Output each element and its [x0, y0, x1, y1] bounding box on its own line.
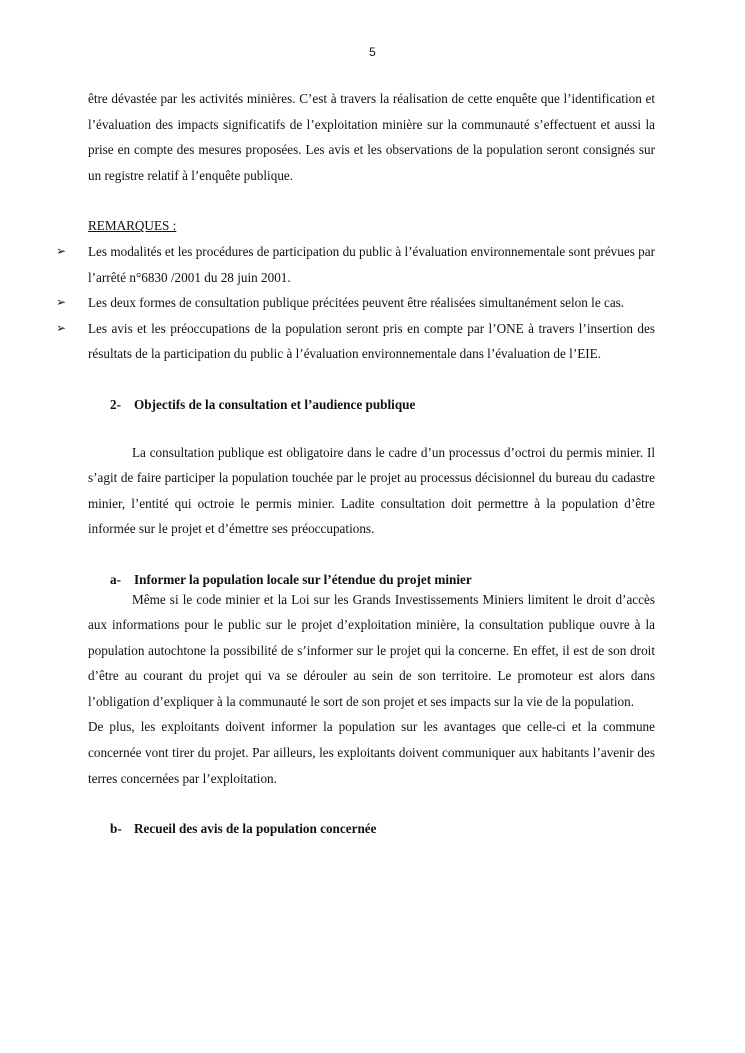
remarque-item	[56, 290, 655, 316]
remarques-title: REMARQUES :	[88, 218, 177, 234]
section-title: Informer la population locale sur l’étendue du projet minier	[134, 571, 472, 587]
section-number: 2-	[110, 396, 121, 412]
section-a-paragraph-2: De plus, les exploitants doivent informer la population sur les avantages que celle-ci et la commune concernée vont tirer du projet. Par ailleurs, les exploitants doivent communiquer aux habitants l’avenir des terres concernées par l’exploitation.	[88, 719, 655, 786]
spacer	[88, 188, 655, 213]
spacer	[88, 791, 655, 816]
section-number: a-	[110, 571, 121, 587]
section-title: Objectifs de la consultation et l’audience publique	[134, 396, 416, 412]
remarque-text: Les avis et les préoccupations de la population seront pris en compte par l’ONE à travers l’insertion des résultats de la participation du public à l’évaluation environnementale dans l’évaluation de l’EIE.	[88, 320, 655, 362]
spacer	[88, 542, 655, 567]
section-a-paragraph-1: Même si le code minier et la Loi sur les Grands Investissements Miniers limitent le droit d’accès aux informations pour le public sur le projet d’exploitation minière, la consultation publique ouvre à la population autochtone la possibilité de s’informer sur le projet qui la concerne. En effet, il est de son droit d’être au courant du projet qui va se dérouler au sein de son territoire. Le promoteur est alors dans l’obligation d’expliquer à la communauté le sort de son projet et ses impacts sur la vie de la population.	[88, 591, 655, 709]
spacer	[88, 418, 655, 440]
remarques-list	[56, 239, 655, 367]
intro-paragraph: être dévastée par les activités minières. C’est à travers la réalisation de cette enquête que l’identification et l’évaluation des impacts significatifs de l’exploitation minière sur la communauté s’effectuent et aussi la prise en compte des mesures proposées. Les avis et les observations de la population seront consignés sur un registre relatif à l’enquête publique.	[88, 91, 655, 183]
section-2-paragraph: La consultation publique est obligatoire dans le cadre d’un processus d’octroi du permis minier. Il s’agit de faire participer la population touchée par le projet au processus décisionnel du bureau du cadastre minier, l’entité qui octroie le permis minier. Ladite consultation doit permettre à la population d’être informée sur le projet et d’émettre ses préoccupations.	[88, 444, 655, 537]
page-number: 5	[369, 45, 376, 59]
remarque-text: Les modalités et les procédures de participation du public à l’évaluation environnementale sont prévues par l’arrêté n°6830 /2001 du 28 juin 2001.	[88, 243, 655, 285]
section-2-heading	[110, 392, 655, 418]
arrow-bullet-icon: ➢	[56, 320, 67, 335]
section-title: Recueil des avis de la population concernée	[134, 821, 377, 837]
remarque-item	[56, 239, 655, 290]
spacer	[88, 367, 655, 392]
arrow-bullet-icon: ➢	[56, 295, 67, 310]
remarque-item	[56, 316, 655, 367]
section-b-heading	[110, 816, 655, 842]
arrow-bullet-icon: ➢	[56, 243, 67, 258]
section-number: b-	[110, 821, 122, 837]
document-body	[56, 86, 655, 842]
remarque-text: Les deux formes de consultation publique précitées peuvent être réalisées simultanément selon le cas.	[88, 295, 625, 311]
